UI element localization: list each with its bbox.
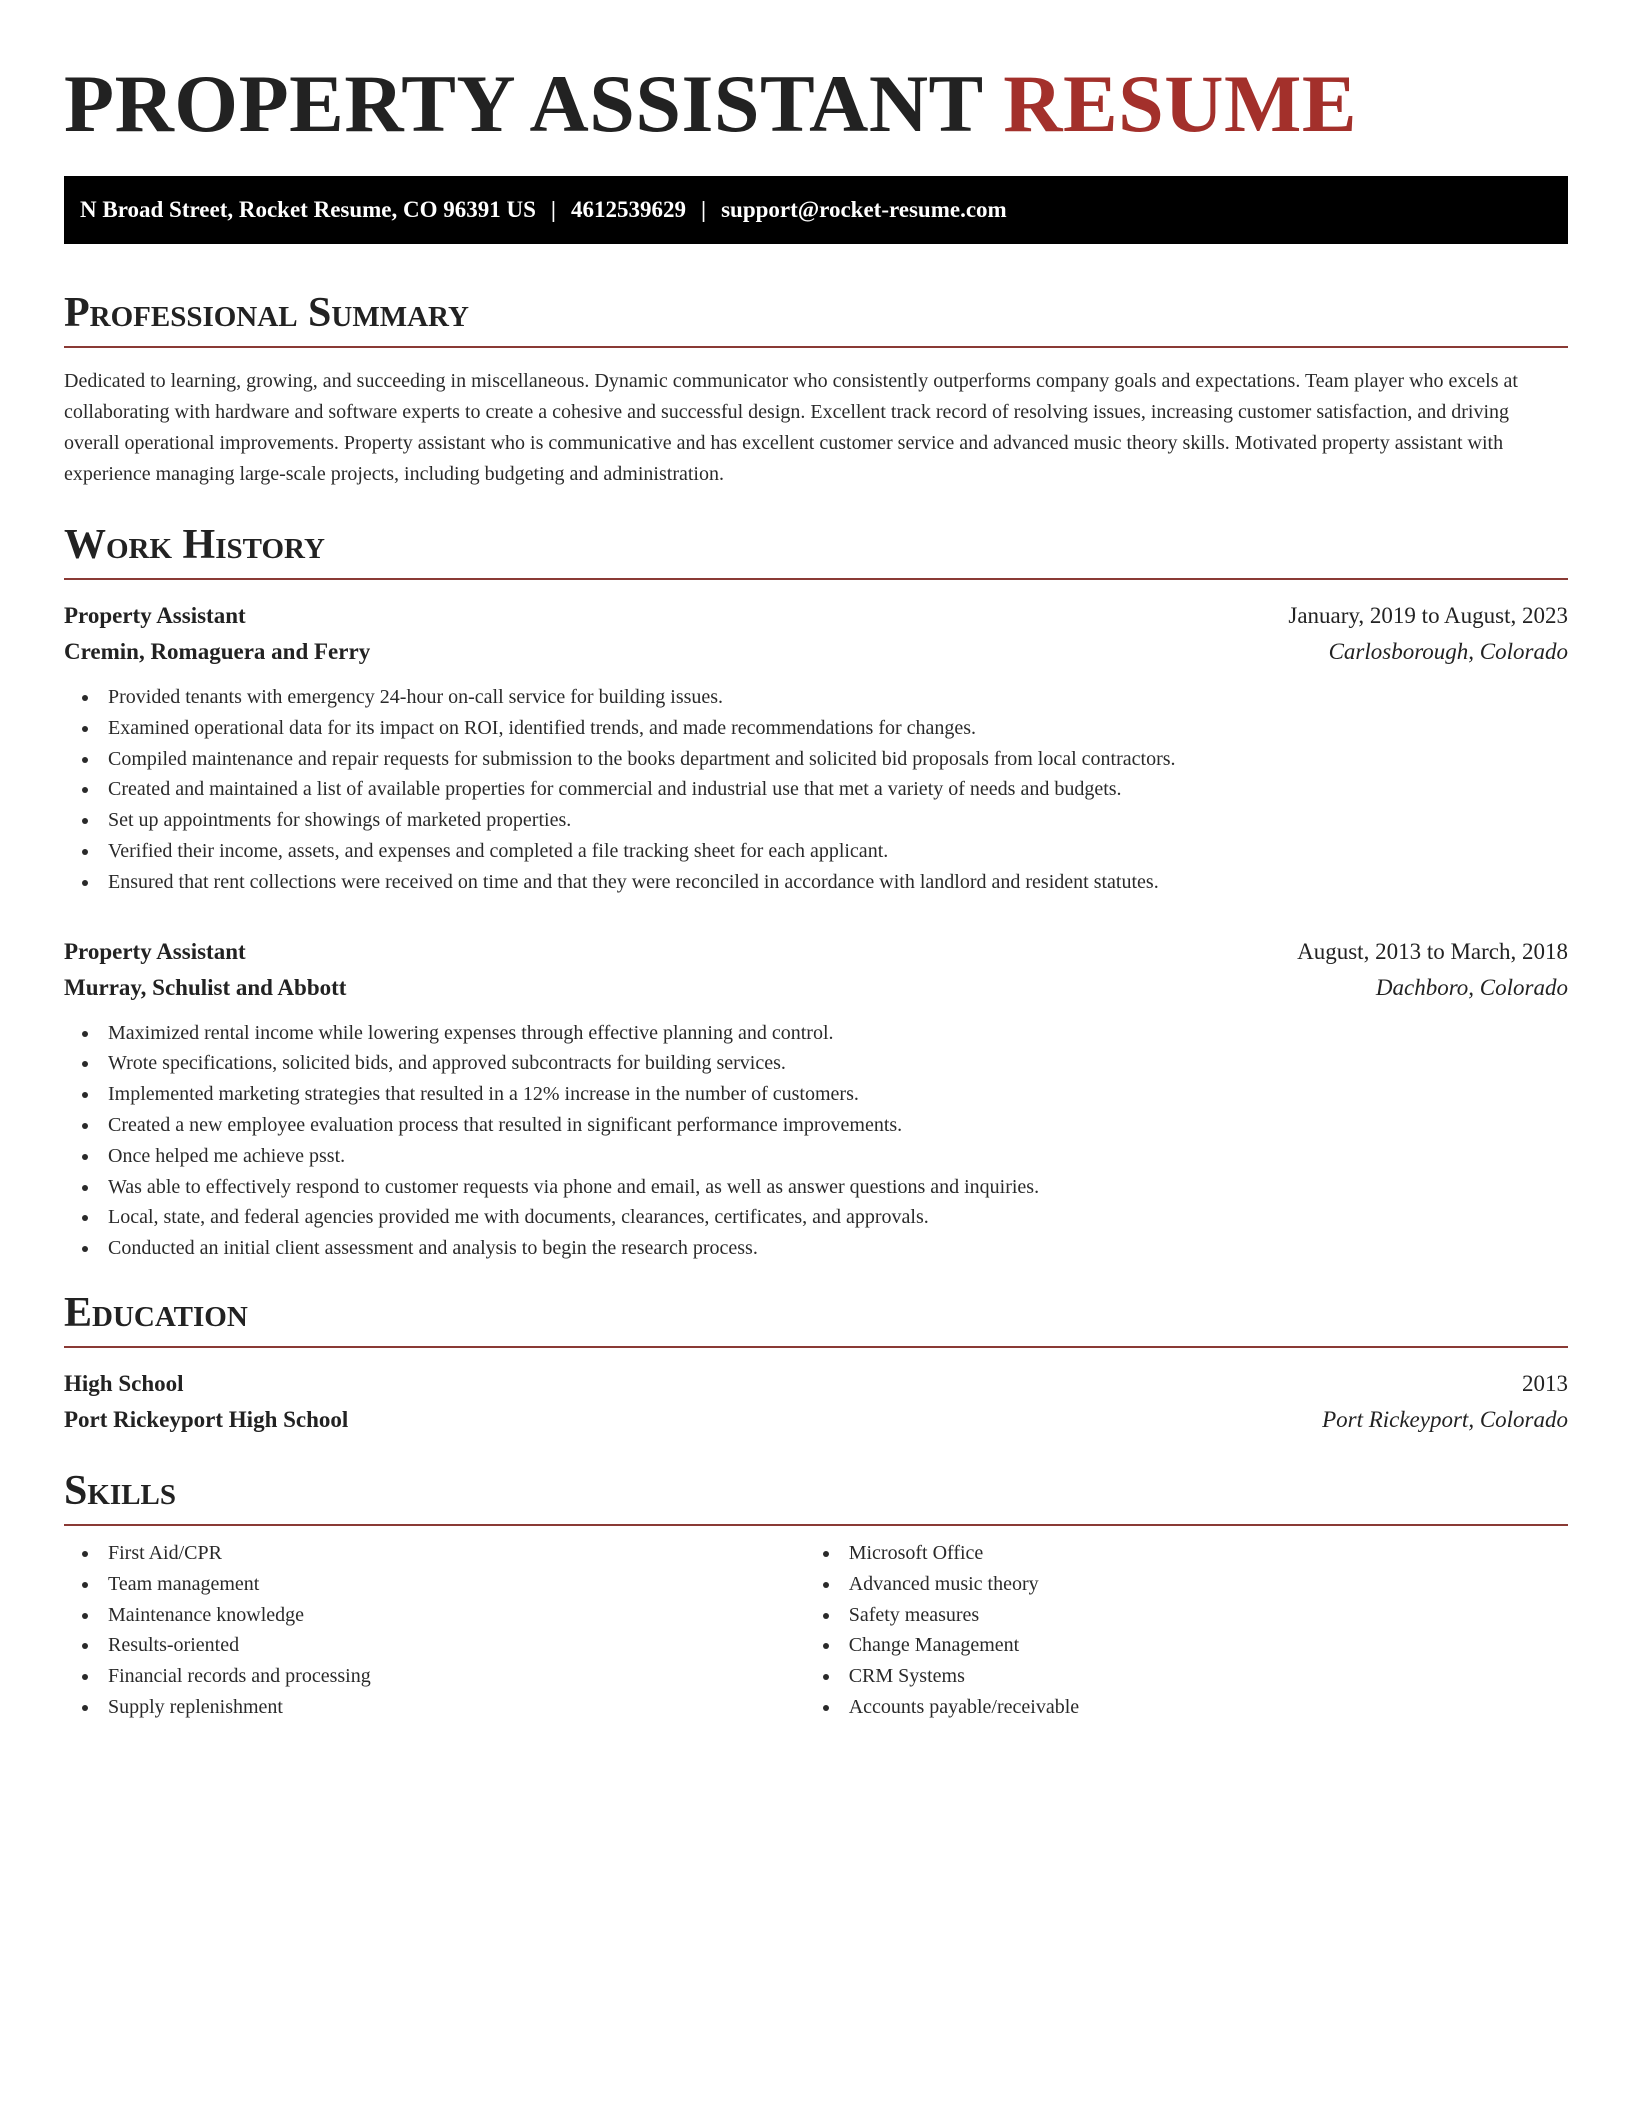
education-section: [64, 1288, 1568, 1438]
job-dates: January, 2019 to August, 2023: [1288, 603, 1568, 628]
skills-list-left: [64, 1538, 805, 1723]
job-bullet: Was able to effectively respond to customer requests via phone and email, as well as answer questions and inquiries.: [108, 1172, 1568, 1203]
education-entry: [64, 1366, 1568, 1438]
job-bullet: Local, state, and federal agencies provided me with documents, clearances, certificates, and approvals.: [108, 1202, 1568, 1233]
skill-item: First Aid/CPR: [108, 1538, 805, 1569]
job-bullet: Verified their income, assets, and expenses and completed a file tracking sheet for each applicant.: [108, 836, 1568, 867]
job-bullet: Maximized rental income while lowering expenses through effective planning and control.: [108, 1018, 1568, 1049]
job-entry: [64, 598, 1568, 898]
job-header-row: [64, 934, 1568, 970]
skill-item: Team management: [108, 1569, 805, 1600]
job-list: [64, 598, 1568, 1264]
skills-list-right: [805, 1538, 1568, 1723]
contact-email: support@rocket-resume.com: [721, 197, 1007, 222]
work-history-section: [64, 520, 1568, 1264]
skill-item: Safety measures: [849, 1600, 1568, 1631]
skills-heading: Skills: [64, 1466, 1568, 1526]
job-company: Cremin, Romaguera and Ferry: [64, 639, 371, 664]
job-bullet: Examined operational data for its impact on ROI, identified trends, and made recommendations for changes.: [108, 713, 1568, 744]
job-bullet: Set up appointments for showings of marketed properties.: [108, 805, 1568, 836]
job-title: Property Assistant: [64, 603, 246, 628]
summary-heading: Professional Summary: [64, 288, 1568, 348]
skill-item: Accounts payable/receivable: [849, 1692, 1568, 1723]
job-bullet: Conducted an initial client assessment and analysis to begin the research process.: [108, 1233, 1568, 1264]
skill-item: Supply replenishment: [108, 1692, 805, 1723]
job-title: Property Assistant: [64, 938, 246, 964]
education-heading: Education: [64, 1288, 1568, 1348]
education-location: Port Rickeyport, Colorado: [1322, 1406, 1568, 1432]
job-company: Murray, Schulist and Abbott: [64, 974, 347, 1000]
skill-item: Results-oriented: [108, 1630, 805, 1661]
work-history-heading: Work History: [64, 520, 1568, 580]
resume-title: [64, 0, 1568, 152]
job-bullet: Compiled maintenance and repair requests for submission to the books department and solicited bid proposals from local contractors.: [108, 744, 1568, 775]
contact-phone: 4612539629: [571, 197, 686, 222]
job-company-row: [64, 970, 1568, 1006]
contact-separator: |: [550, 197, 556, 222]
job-bullet: Provided tenants with emergency 24-hour on-call service for building issues.: [108, 682, 1568, 713]
job-bullet-list: [64, 1018, 1568, 1264]
skill-item: CRM Systems: [849, 1661, 1568, 1692]
skill-item: Change Management: [849, 1630, 1568, 1661]
job-bullet-list: [64, 682, 1568, 898]
job-bullet: Created a new employee evaluation process that resulted in significant performance improvements.: [108, 1110, 1568, 1141]
job-location: Dachboro, Colorado: [1375, 974, 1568, 1000]
skill-item: Financial records and processing: [108, 1661, 805, 1692]
job-header-row: [64, 598, 1568, 634]
job-entry: [64, 934, 1568, 1264]
job-bullet: Wrote specifications, solicited bids, and approved subcontracts for building services.: [108, 1048, 1568, 1079]
job-location: Carlosborough, Colorado: [1328, 639, 1568, 664]
summary-section: [64, 288, 1568, 490]
education-degree: High School: [64, 1370, 184, 1396]
skill-item: Microsoft Office: [849, 1538, 1568, 1569]
resume-page: [64, 0, 1568, 1723]
job-bullet: Implemented marketing strategies that resulted in a 12% increase in the number of customers.: [108, 1079, 1568, 1110]
skill-item: Maintenance knowledge: [108, 1600, 805, 1631]
education-school: Port Rickeyport High School: [64, 1406, 349, 1432]
title-main: PROPERTY ASSISTANT: [64, 58, 983, 149]
skills-section: [64, 1466, 1568, 1723]
job-bullet: Ensured that rent collections were received on time and that they were reconciled in accordance with landlord and resident statutes.: [108, 867, 1568, 898]
summary-text: Dedicated to learning, growing, and succeeding in miscellaneous. Dynamic communicator who consistently outperforms company goals and expectations. Team player who excels at collaborating with hardware and software experts to create a cohesive and successful design. Excellent track record of resolving issues, increasing customer satisfaction, and driving overall operational improvements. Property assistant who is communicative and has excellent customer service and advanced music theory skills. Motivated property assistant with experience managing large-scale projects, including budgeting and administration.: [64, 370, 1518, 485]
job-bullet: Once helped me achieve psst.: [108, 1141, 1568, 1172]
contact-separator: |: [701, 197, 707, 222]
education-year: 2013: [1522, 1370, 1568, 1396]
education-row-1: [64, 1366, 1568, 1402]
skill-item: Advanced music theory: [849, 1569, 1568, 1600]
education-row-2: [64, 1402, 1568, 1438]
job-company-row: [64, 634, 1568, 670]
contact-bar: [64, 176, 1568, 244]
job-dates: August, 2013 to March, 2018: [1297, 938, 1568, 964]
skills-grid: [64, 1538, 1568, 1723]
contact-address: N Broad Street, Rocket Resume, CO 96391 US: [80, 197, 536, 222]
job-bullet: Created and maintained a list of available properties for commercial and industrial use that met a variety of needs and budgets.: [108, 774, 1568, 805]
title-accent: RESUME: [1003, 58, 1358, 149]
